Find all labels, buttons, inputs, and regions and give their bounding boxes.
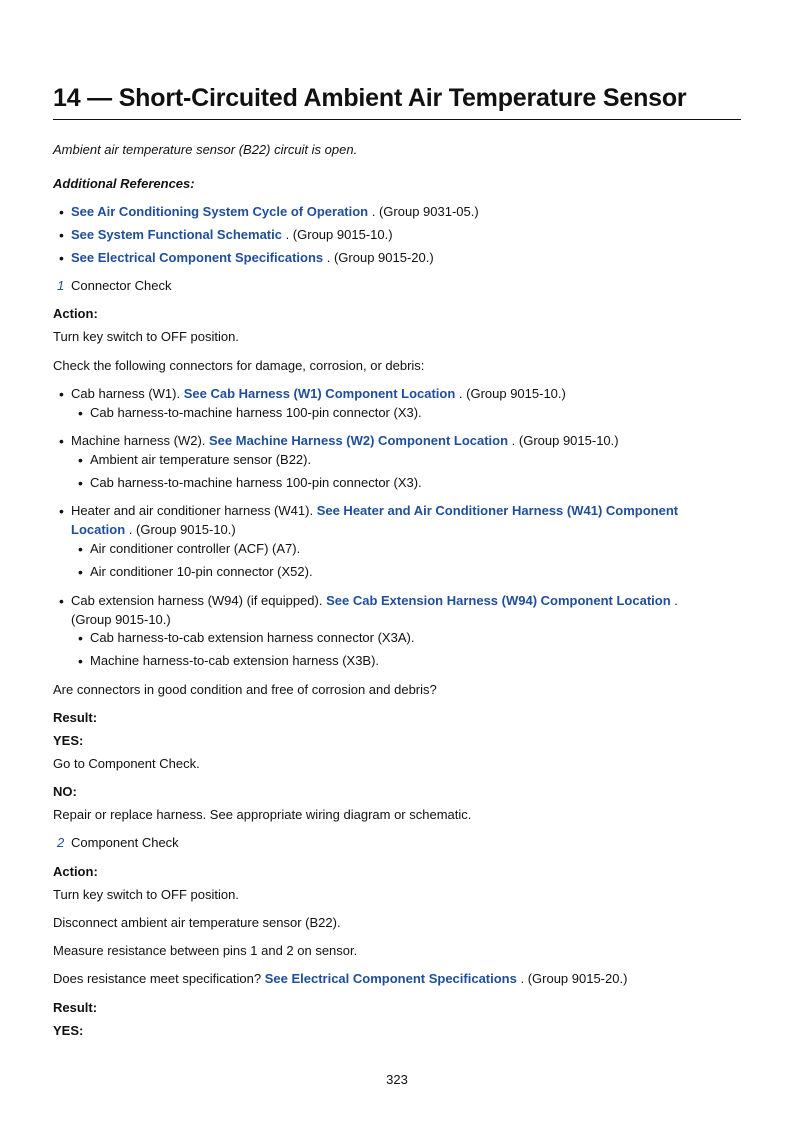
step-title: Connector Check: [71, 278, 172, 293]
action-text: Turn key switch to OFF position.: [53, 329, 239, 344]
no-label: NO:: [53, 784, 77, 799]
harness-location-link[interactable]: See Heater and Air Conditioner Harness (W41) Component: [316, 503, 679, 518]
step-1-heading: [53, 277, 171, 295]
no-text: Repair or replace harness. See appropriate wiring diagram or schematic.: [53, 807, 472, 822]
bullet-icon: •: [78, 475, 83, 491]
action-heading: Action:: [53, 306, 98, 321]
harness-item: • Cab harness (W1). See Cab Harness (W1) Component Location . (Group 9015-10.): [59, 386, 566, 402]
bullet-icon: •: [78, 541, 83, 557]
reference-link[interactable]: See Air Conditioning System Cycle of Operation: [71, 204, 369, 219]
connector-item: • Cab harness-to-machine harness 100-pin connector (X3).: [78, 475, 422, 491]
connector-item: • Cab harness-to-machine harness 100-pin connector (X3).: [78, 405, 422, 421]
harness-item: • Heater and air conditioner harness (W41). See Heater and Air Conditioner Harness (W41) Component: [59, 503, 679, 519]
bullet-icon: •: [59, 204, 64, 220]
specifications-link[interactable]: See Electrical Component Specifications: [264, 971, 517, 986]
reference-link[interactable]: See Electrical Component Specifications: [71, 250, 324, 265]
harness-item-continued: Location . (Group 9015-10.): [71, 522, 236, 537]
action-heading: Action:: [53, 864, 98, 879]
bullet-icon: •: [78, 564, 83, 580]
bullet-icon: •: [59, 386, 64, 402]
connector-item: • Air conditioner 10-pin connector (X52).: [78, 564, 313, 580]
bullet-icon: •: [59, 503, 64, 519]
connector-item: • Ambient air temperature sensor (B22).: [78, 452, 312, 468]
harness-location-link[interactable]: See Cab Extension Harness (W94) Component Location: [326, 593, 671, 608]
harness-item: • Machine harness (W2). See Machine Harness (W2) Component Location . (Group 9015-10.): [59, 433, 619, 449]
additional-references-heading: Additional References:: [53, 176, 195, 191]
question-text: Are connectors in good condition and free of corrosion and debris?: [53, 682, 437, 697]
bullet-icon: •: [59, 433, 64, 449]
connector-item: • Machine harness-to-cab extension harness (X3B).: [78, 653, 380, 669]
reference-item: • See System Functional Schematic . (Group 9015-10.): [59, 227, 393, 243]
action-text: Measure resistance between pins 1 and 2 on sensor.: [53, 943, 358, 958]
bullet-icon: •: [59, 593, 64, 609]
result-heading: Result:: [53, 1000, 98, 1015]
bullet-icon: •: [59, 227, 64, 243]
yes-text: Go to Component Check.: [53, 756, 200, 771]
yes-label: YES:: [53, 1023, 84, 1038]
harness-location-link[interactable]: Location: [71, 522, 126, 537]
step-title: Component Check: [71, 835, 179, 850]
action-text: Turn key switch to OFF position.: [53, 887, 239, 902]
step-number: 1: [57, 278, 65, 293]
result-heading: Result:: [53, 710, 98, 725]
connector-item: • Cab harness-to-cab extension harness connector (X3A).: [78, 630, 415, 646]
bullet-icon: •: [78, 630, 83, 646]
harness-location-link[interactable]: See Cab Harness (W1) Component Location: [183, 386, 456, 401]
bullet-icon: •: [78, 452, 83, 468]
harness-item-continued: (Group 9015-10.): [71, 612, 171, 627]
connector-item: • Air conditioner controller (ACF) (A7).: [78, 541, 301, 557]
action-text: Check the following connectors for damage, corrosion, or debris:: [53, 358, 425, 373]
action-text: Disconnect ambient air temperature sensor (B22).: [53, 915, 341, 930]
bullet-icon: •: [78, 653, 83, 669]
step-2-heading: [53, 834, 179, 852]
question-text: Does resistance meet specification? See Electrical Component Specifications . (Group 9015-20.): [53, 971, 628, 986]
harness-location-link[interactable]: See Machine Harness (W2) Component Location: [209, 433, 509, 448]
step-number: 2: [57, 835, 65, 850]
bullet-icon: •: [78, 405, 83, 421]
reference-item: • See Air Conditioning System Cycle of Operation . (Group 9031-05.): [59, 204, 479, 220]
bullet-icon: •: [59, 250, 64, 266]
reference-link[interactable]: See System Functional Schematic: [71, 227, 282, 242]
page-number: 323: [386, 1072, 408, 1087]
harness-item: • Cab extension harness (W94) (if equipped). See Cab Extension Harness (W94) Component Location .: [59, 593, 678, 609]
intro-text: Ambient air temperature sensor (B22) circuit is open.: [53, 142, 358, 157]
reference-item: • See Electrical Component Specifications . (Group 9015-20.): [59, 250, 434, 266]
yes-label: YES:: [53, 733, 84, 748]
page-title: 14 — Short-Circuited Ambient Air Temperature Sensor: [53, 84, 741, 120]
